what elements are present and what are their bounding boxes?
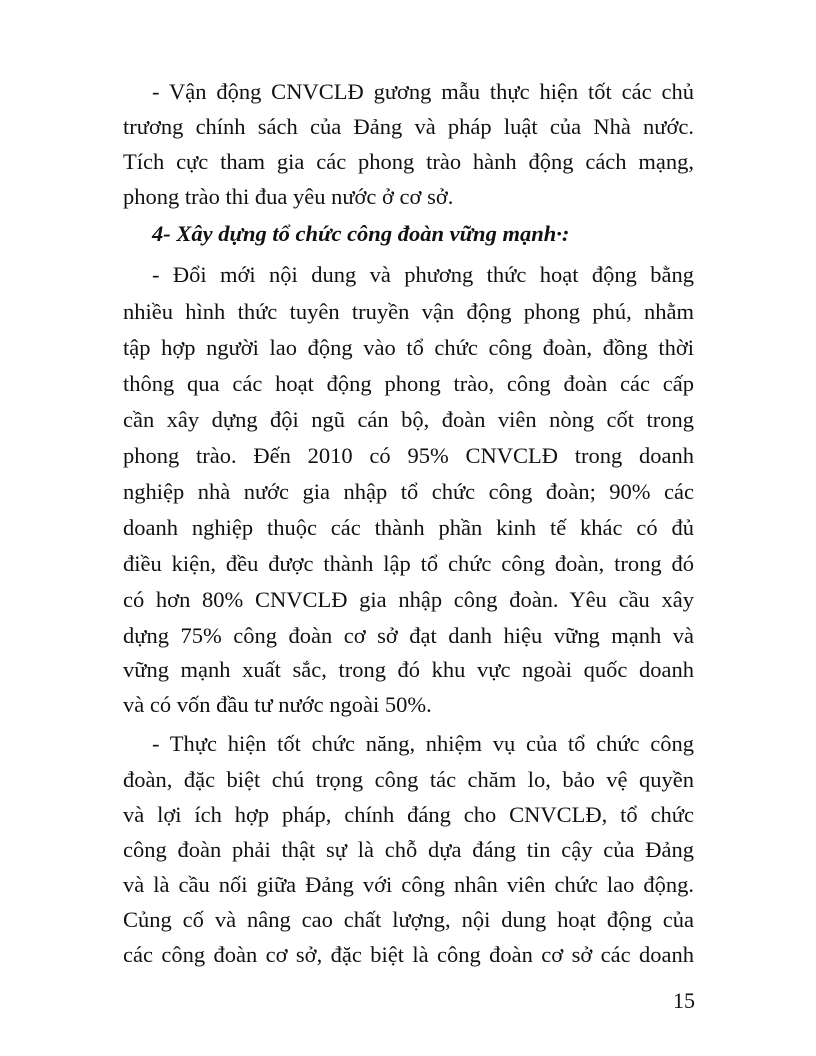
paragraph-2-line-1: - Đổi mới nội dung và phương thức hoạt động bằng xyxy=(152,262,694,287)
paragraph-3-line-2: đoàn, đặc biệt chú trọng công tác chăm lo, bảo vệ quyền xyxy=(123,767,694,792)
paragraph-3-line-1: - Thực hiện tốt chức năng, nhiệm vụ của tổ chức công xyxy=(152,731,694,756)
paragraph-1-line-4: phong trào thi đua yêu nước ở cơ sở. xyxy=(123,184,454,209)
section-heading: 4- Xây dựng tổ chức công đoàn vững mạnh·: xyxy=(152,221,570,246)
paragraph-2-line-6: phong trào. Đến 2010 có 95% CNVCLĐ trong doanh xyxy=(123,443,694,468)
paragraph-2-line-11: dựng 75% công đoàn cơ sở đạt danh hiệu vững mạnh và xyxy=(123,623,694,648)
paragraph-2-line-10: có hơn 80% CNVCLĐ gia nhập công đoàn. Yêu cầu xây xyxy=(123,587,694,612)
paragraph-3-line-6: Củng cố và nâng cao chất lượng, nội dung hoạt động của xyxy=(123,907,694,932)
paragraph-2-line-4: thông qua các hoạt động phong trào, công đoàn các cấp xyxy=(123,371,694,396)
paragraph-1-line-3: Tích cực tham gia các phong trào hành động cách mạng, xyxy=(123,149,694,174)
paragraph-2-line-5: cần xây dựng đội ngũ cán bộ, đoàn viên nòng cốt trong xyxy=(123,407,694,432)
paragraph-3-line-3: và lợi ích hợp pháp, chính đáng cho CNVCLĐ, tổ chức xyxy=(123,802,694,827)
paragraph-3-line-7: các công đoàn cơ sở, đặc biệt là công đoàn cơ sở các doanh xyxy=(123,942,694,967)
paragraph-2-line-2: nhiều hình thức tuyên truyền vận động phong phú, nhằm xyxy=(123,299,694,324)
paragraph-1-line-2: trương chính sách của Đảng và pháp luật của Nhà nước. xyxy=(123,114,694,139)
paragraph-3-line-5: và là cầu nối giữa Đảng với công nhân viên chức lao động. xyxy=(123,872,694,897)
paragraph-2-line-9: điều kiện, đều được thành lập tổ chức công đoàn, trong đó xyxy=(123,551,694,576)
paragraph-2-line-13: và có vốn đầu tư nước ngoài 50%. xyxy=(123,692,432,717)
paragraph-1-line-1: - Vận động CNVCLĐ gương mẫu thực hiện tốt các chủ xyxy=(152,79,694,104)
paragraph-2-line-3: tập hợp người lao động vào tổ chức công đoàn, đồng thời xyxy=(123,335,694,360)
paragraph-3-line-4: công đoàn phải thật sự là chỗ dựa đáng tin cậy của Đảng xyxy=(123,837,694,862)
page-number: 15 xyxy=(673,988,695,1013)
paragraph-2-line-12: vững mạnh xuất sắc, trong đó khu vực ngoài quốc doanh xyxy=(123,657,694,682)
paragraph-2-line-7: nghiệp nhà nước gia nhập tổ chức công đoàn; 90% các xyxy=(123,479,694,504)
paragraph-2-line-8: doanh nghiệp thuộc các thành phần kinh tế khác có đủ xyxy=(123,515,694,540)
